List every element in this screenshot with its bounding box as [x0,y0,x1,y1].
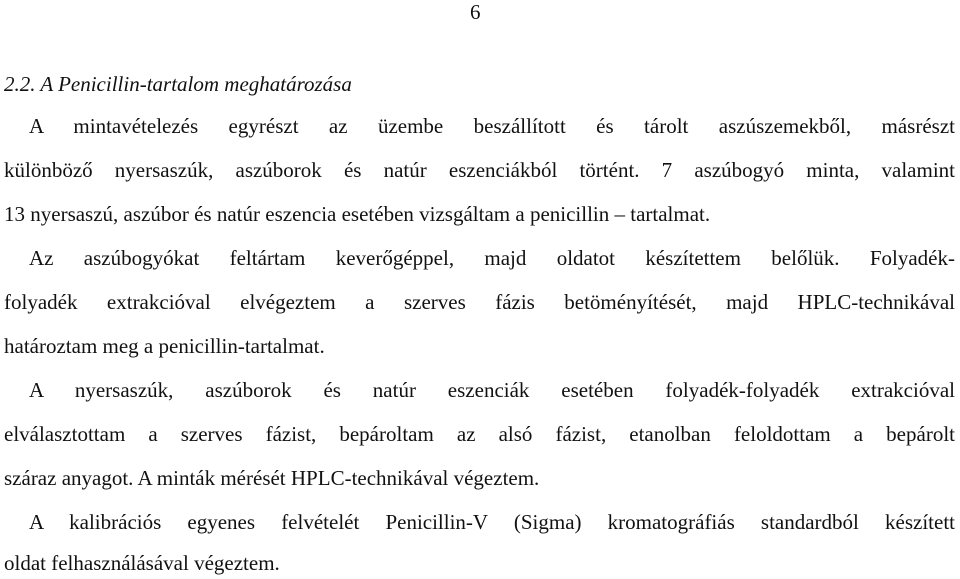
text-line: A mintavételezés egyrészt az üzembe beszállított és tárolt aszúszemekből, másrészt [29,114,955,138]
text-line: A kalibrációs egyenes felvételét Penicillin-V (Sigma) kromatográfiás standardból készített [29,510,955,534]
section-heading: 2.2. A Penicillin-tartalom meghatározása [4,72,352,96]
text-line: Az aszúbogyókat feltártam keverőgéppel, majd oldatot készítettem belőlük. Folyadék- [29,246,955,270]
text-line: elválasztottam a szerves fázist, bepároltam az alsó fázist, etanolban feloldottam a bepárolt [4,422,955,446]
text-line: száraz anyagot. A minták mérését HPLC-technikával végeztem. [4,466,540,490]
text-line: határoztam meg a penicillin-tartalmat. [4,334,325,358]
text-line: A nyersaszúk, aszúborok és natúr eszenciák esetében folyadék-folyadék extrakcióval [29,378,955,402]
text-line: 13 nyersaszú, aszúbor és natúr eszencia esetében vizsgáltam a penicillin – tartalmat. [4,202,711,226]
text-line: oldat felhasználásával végeztem. [4,551,280,575]
text-line: különböző nyersaszúk, aszúborok és natúr eszenciákból történt. 7 aszúbogyó minta, valamint [4,158,955,182]
text-line: folyadék extrakcióval elvégeztem a szerves fázis betöményítését, majd HPLC-technikával [4,290,955,314]
page-number: 6 [470,0,481,24]
